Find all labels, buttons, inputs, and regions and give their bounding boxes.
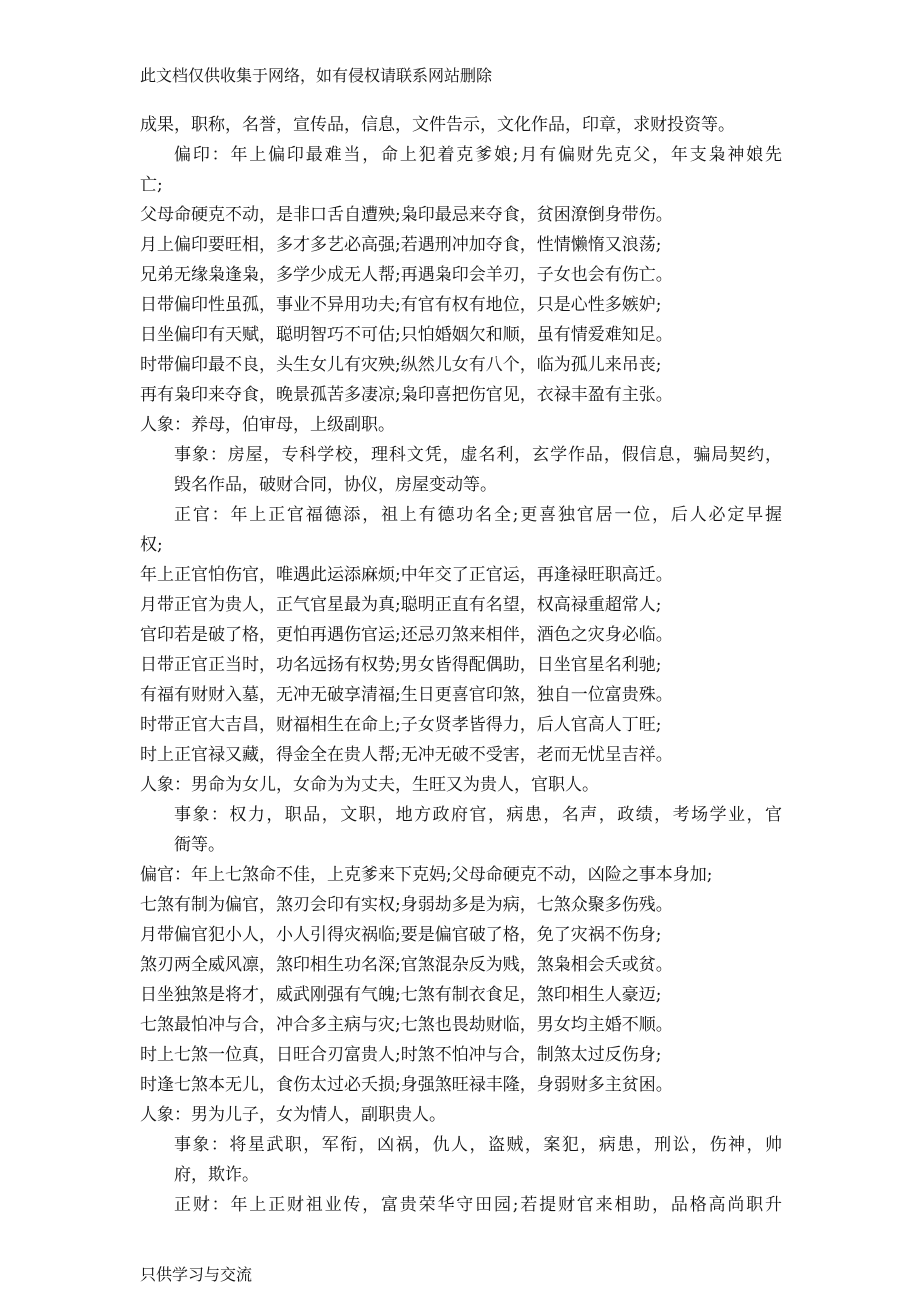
text-line: 七煞最怕冲与合，冲合多主病与灾;七煞也畏劫财临，男女均主婚不顺。 — [140, 1015, 673, 1035]
document-body — [140, 110, 782, 1220]
text-line: 月上偏印要旺相，多才多艺必高强;若遇刑冲加夺食，性情懒惰又浪荡; — [140, 235, 662, 255]
text-line: 人象：男命为女儿，女命为为丈夫，生旺又为贵人，官职人。 — [140, 775, 599, 795]
text-line: 权; — [140, 535, 163, 555]
text-line: 再有枭印来夺食，晚景孤苦多凄凉;枭印喜把伤官见，衣禄丰盈有主张。 — [140, 385, 673, 405]
text-line: 人象：男为儿子，女为情人，副职贵人。 — [140, 1105, 446, 1125]
text-line: 有福有财财入墓，无冲无破享清福;生日更喜官印煞，独自一位富贵殊。 — [140, 685, 673, 705]
text-line: 偏印：年上偏印最难当，命上犯着克爹娘;月有偏财先克父，年支枭神娘先 — [174, 145, 782, 165]
text-line: 亡; — [140, 175, 163, 195]
text-line: 事象：房屋，专科学校，理科文凭，虚名利，玄学作品，假信息，骗局契约， — [174, 445, 782, 465]
text-line: 煞刃两全威风凛，煞印相生功名深;官煞混杂反为贱，煞枭相会夭或贫。 — [140, 955, 673, 975]
text-line: 月带偏官犯小人，小人引得灾祸临;要是偏官破了格，免了灾祸不伤身; — [140, 925, 662, 945]
text-line: 正财：年上正财祖业传，富贵荣华守田园;若提财官来相助，品格高尚职升 — [174, 1195, 782, 1215]
text-line: 七煞有制为偏官，煞刃会印有实权;身弱劫多是为病，七煞众聚多伤残。 — [140, 895, 673, 915]
text-line: 衙等。 — [174, 835, 225, 855]
text-line: 正官：年上正官福德添，祖上有德功名全;更喜独官居一位，后人必定早握 — [174, 505, 782, 525]
text-line: 偏官：年上七煞命不佳，上克爹来下克妈;父母命硬克不动，凶险之事本身加; — [140, 865, 713, 885]
text-line: 事象：权力，职品，文职，地方政府官，病患，名声，政绩，考场学业，官 — [174, 805, 782, 825]
text-line: 年上正官怕伤官，唯遇此运添麻烦;中年交了正官运，再逢禄旺职高迁。 — [140, 565, 673, 585]
text-line: 日带正官正当时，功名远扬有权势;男女皆得配偶助，日坐官星名利驰; — [140, 655, 662, 675]
text-line: 日坐偏印有天赋，聪明智巧不可估;只怕婚姻欠和顺，虽有情爱难知足。 — [140, 325, 673, 345]
text-line: 毁名作品，破财合同，协仪，房屋变动等。 — [174, 475, 497, 495]
text-line: 事象：将星武职，军衔，凶祸，仇人，盗贼，案犯，病患，刑讼，伤神，帅 — [174, 1135, 782, 1155]
text-line: 月带正官为贵人，正气官星最为真;聪明正直有名望，权高禄重超常人; — [140, 595, 662, 615]
text-line: 时上七煞一位真，日旺合刃富贵人;时煞不怕冲与合，制煞太过反伤身; — [140, 1045, 662, 1065]
text-line: 官印若是破了格，更怕再遇伤官运;还忌刃煞来相伴，酒色之灾身必临。 — [140, 625, 673, 645]
text-line: 兄弟无缘枭逢枭，多学少成无人帮;再遇枭印会羊刃，子女也会有伤亡。 — [140, 265, 673, 285]
text-line: 府，欺诈。 — [174, 1165, 259, 1185]
text-line: 时上正官禄又藏，得金全在贵人帮;无冲无破不受害，老而无忧呈吉祥。 — [140, 745, 673, 765]
text-line: 时带正官大吉昌，财福相生在命上;子女贤孝皆得力，后人官高人丁旺; — [140, 715, 662, 735]
text-line: 人象：养母，伯审母，上级副职。 — [140, 415, 395, 435]
page-header: 此文档仅供收集于网络，如有侵权请联系网站删除 — [140, 66, 493, 85]
text-line: 日带偏印性虽孤，事业不异用功夫;有官有权有地位，只是心性多嫉妒; — [140, 295, 662, 315]
text-line: 成果，职称，名誉，宣传品，信息，文件告示，文化作品，印章，求财投资等。 — [140, 115, 735, 135]
text-line: 时逢七煞本无儿，食伤太过必夭损;身强煞旺禄丰隆，身弱财多主贫困。 — [140, 1075, 673, 1095]
text-line: 时带偏印最不良，头生女儿有灾殃;纵然儿女有八个，临为孤儿来吊丧; — [140, 355, 662, 375]
page-footer: 只供学习与交流 — [140, 1265, 253, 1284]
text-line: 日坐独煞是将才，威武刚强有气魄;七煞有制衣食足，煞印相生人豪迈; — [140, 985, 662, 1005]
text-line: 父母命硬克不动，是非口舌自遭殃;枭印最忌来夺食，贫困潦倒身带伤。 — [140, 205, 673, 225]
